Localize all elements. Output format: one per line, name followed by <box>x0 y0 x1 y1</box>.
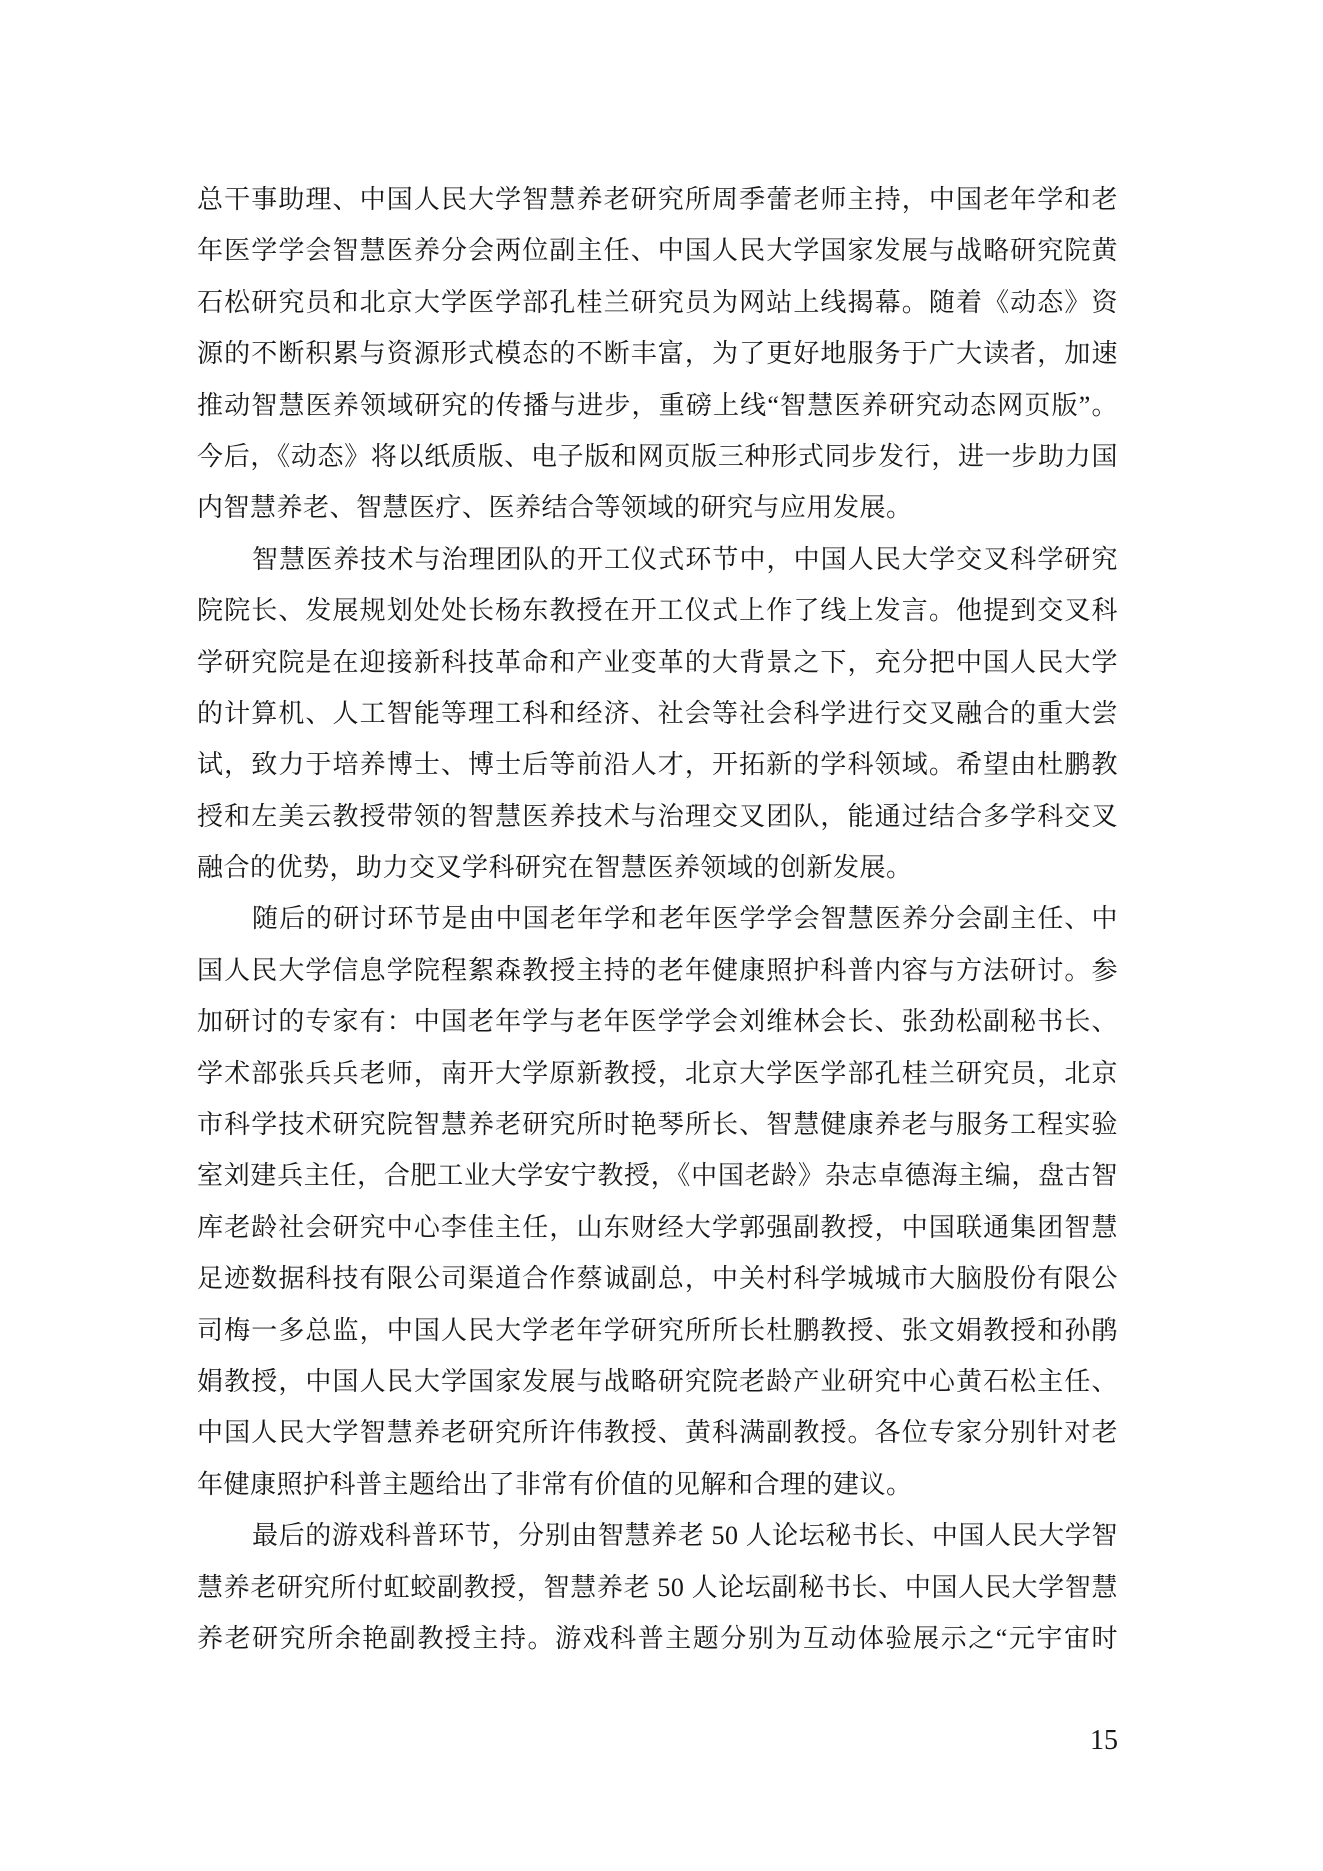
text-line: 总干事助理、中国人民大学智慧养老研究所周季蕾老师主持，中国老年学和老 <box>197 185 1118 214</box>
text-line: 年健康照护科普主题给出了非常有价值的见解和合理的建议。 <box>197 1469 913 1499</box>
text-line: 国人民大学信息学院程絮森教授主持的老年健康照护科普内容与方法研讨。参 <box>197 955 1118 985</box>
text-line: 随后的研讨环节是由中国老年学和老年医学学会智慧医养分会副主任、中 <box>252 904 1118 934</box>
text-line: 授和左美云教授带领的智慧医养技术与治理交叉团队，能通过结合多学科交叉 <box>197 801 1118 831</box>
text-line: 娟教授，中国人民大学国家发展与战略研究院老龄产业研究中心黄石松主任、 <box>197 1366 1118 1396</box>
paragraph <box>197 1510 1118 1664</box>
text-line: 年医学学会智慧医养分会两位副主任、中国人民大学国家发展与战略研究院黄 <box>197 236 1118 266</box>
text-line: 学研究院是在迎接新科技革命和产业变革的大背景之下，充分把中国人民大学 <box>197 647 1118 677</box>
text-line: 慧养老研究所付虹蛟副教授，智慧养老 50 人论坛副秘书长、中国人民大学智慧 <box>197 1572 1118 1602</box>
text-block <box>197 174 1118 1664</box>
text-line: 今后，《动态》将以纸质版、电子版和网页版三种形式同步发行，进一步助力国 <box>197 441 1118 471</box>
text-line: 养老研究所余艳副教授主持。游戏科普主题分别为互动体验展示之“元宇宙时 <box>197 1623 1118 1653</box>
text-line: 石松研究员和北京大学医学部孔桂兰研究员为网站上线揭幕。随着《动态》资 <box>197 287 1118 317</box>
text-line: 融合的优势，助力交叉学科研究在智慧医养领域的创新发展。 <box>197 853 913 883</box>
text-line: 推动智慧医养领域研究的传播与进步，重磅上线“智慧医养研究动态网页版”。 <box>197 390 1118 420</box>
page-number: 15 <box>1090 1725 1118 1756</box>
text-line: 司梅一多总监，中国人民大学老年学研究所所长杜鹏教授、张文娟教授和孙鹃 <box>197 1315 1118 1345</box>
text-line: 内智慧养老、智慧医疗、医养结合等领域的研究与应用发展。 <box>197 493 913 523</box>
paragraph <box>197 534 1118 894</box>
text-line: 源的不断积累与资源形式模态的不断丰富，为了更好地服务于广大读者，加速 <box>197 339 1118 369</box>
text-line: 学术部张兵兵老师，南开大学原新教授，北京大学医学部孔桂兰研究员，北京 <box>197 1058 1118 1088</box>
text-line: 试，致力于培养博士、博士后等前沿人才，开拓新的学科领域。希望由杜鹏教 <box>197 750 1118 780</box>
text-line: 的计算机、人工智能等理工科和经济、社会等社会科学进行交叉融合的重大尝 <box>197 698 1118 728</box>
text-line: 加研讨的专家有：中国老年学与老年医学学会刘维林会长、张劲松副秘书长、 <box>197 1007 1118 1037</box>
text-line: 院院长、发展规划处处长杨东教授在开工仪式上作了线上发言。他提到交叉科 <box>197 596 1118 626</box>
paragraph <box>197 174 1118 534</box>
text-line: 足迹数据科技有限公司渠道合作蔡诚副总，中关村科学城城市大脑股份有限公 <box>197 1264 1118 1294</box>
text-line: 最后的游戏科普环节，分别由智慧养老 50 人论坛秘书长、中国人民大学智 <box>252 1521 1118 1551</box>
paragraph <box>197 893 1118 1510</box>
text-line: 中国人民大学智慧养老研究所许伟教授、黄科满副教授。各位专家分别针对老 <box>197 1418 1118 1448</box>
text-line: 室刘建兵主任，合肥工业大学安宁教授，《中国老龄》杂志卓德海主编，盘古智 <box>197 1161 1118 1191</box>
text-line: 库老龄社会研究中心李佳主任，山东财经大学郭强副教授，中国联通集团智慧 <box>197 1212 1118 1242</box>
text-line: 智慧医养技术与治理团队的开工仪式环节中，中国人民大学交叉科学研究 <box>252 544 1118 574</box>
text-line: 市科学技术研究院智慧养老研究所时艳琴所长、智慧健康养老与服务工程实验 <box>197 1110 1118 1140</box>
